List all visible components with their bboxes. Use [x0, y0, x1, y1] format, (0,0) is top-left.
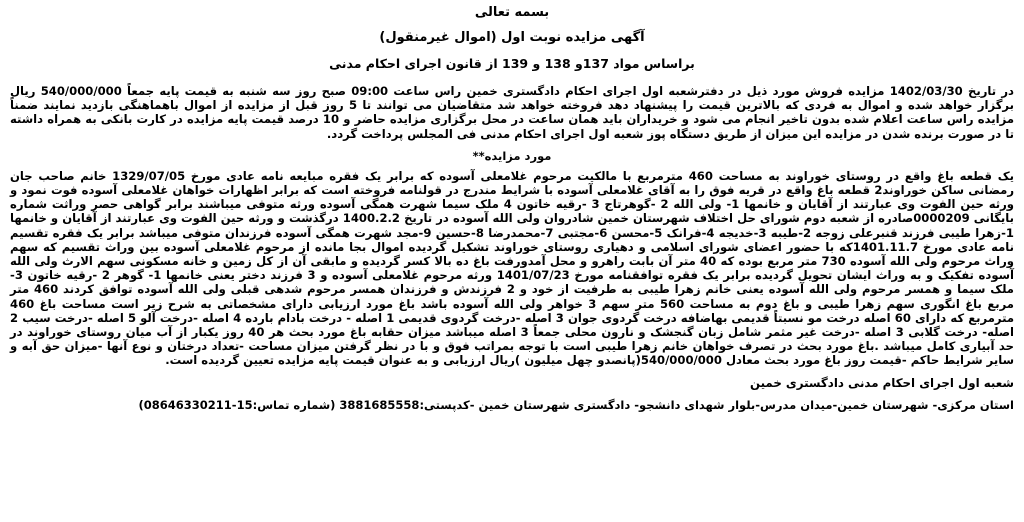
basmala-heading: بسمه تعالی	[474, 5, 550, 20]
auction-notice-document	[10, 4, 1014, 514]
notice-subtitle: براساس مواد 137و 138 و 139 از قانون اجرای احکام مدنی	[329, 56, 695, 71]
contact-address: استان مرکزی- شهرستان خمین-میدان مدرس-بلوار شهدای دانشجو- دادگستری شهرستان خمین -کدپستی:3881685558 (شماره تماس:15-08646330211)	[138, 397, 1014, 412]
notice-title: آگهی مزایده نوبت اول (اموال غیرمنقول)	[379, 30, 645, 45]
intro-paragraph: در تاریخ 1402/03/30 مزایده فروش مورد ذیل در دفترشعبه اول اجرای احکام دادگستری خمین راس ساعت 09:00 صبح روز سه شنبه به قیمت پایه جمعاً 540/000/000 ریال برگزار خواهد شده و اموال به فردی که بالاترین قیمت را پیشنهاد دهد فروخته خواهد شد متقاضیان می توانند تا 5 روز قبل از مزایده از اموال باهماهنگی بازدید نمایند ضمناً مزایده راس ساعت اعلام شده بدون تاخیر انجام می شود و خریداران باید همان ساعت در محل برگزاری مزایده حاضر و 10 درصد قیمت پایه مزایده در کارت بانکی به همراه داشته تا در صورت برنده شدن در مزایده این میزان از طریق دستگاه پوز شعبه اول اجرای احکام مدنی فی المجلس پرداخت گردد.	[10, 84, 1015, 141]
issuer-signature: شعبه اول اجرای احکام مدنی دادگستری خمین	[749, 375, 1014, 390]
property-description-paragraph: یک قطعه باغ واقع در روستای خوراوند به مساحت 460 مترمربع با مالکیت مرحوم غلامعلی آسوده که برابر یک فقره مبایعه نامه عادی مورخ 1329/07/05 خانم صاحب جان رمضانی ساکن خوراوند2 قطعه باغ واقع در قریه فوق را به آقای غلامعلی آسوده با شرایط مندرج در قولنامه فروخته است که برابر اظهارات خواهان غلامعلی آسوده فوت نمود و ورثه حین الفوت وی عبارتند از آقایان و خانمها 1- ولی الله 2 -گوهرتاج 3 -رقیه خاتون 4 ملک سیما شهرت همگی آسوده ورثه متوفی میباشند برابر گواهی حصر وراثت شماره بایگانی 0000209صادره از شعبه دوم شورای حل اختلاف شهرستان خمین شادروان ولی الله آسوده در تاریخ 1400.2.2 درگذشت و ورثه حین الفوت وی عبارتند از آقایان و خانمها 1-زهرا طیبی فرزند قنبرعلی زوجه 2-طیبه 3-خدیجه 4-فرانک 5-محسن 6-مجتبی 7-محمدرضا 8-حسین 9-مجد شهرت همگی آسوده فرزندان متوفی میباشد برابر یک فقره تقسیم نامه عادی مورخ 1401.11.7که با حضور اعضای شورای اسلامی و دهیاری روستای خوراوند تشکیل گردیده اموال بجا مانده از مرحوم غلامعلی آسوده بین وراث تقسیم که سهم وراث مرحوم ولی الله آسوده 730 متر مربع بوده که 40 متر آن بابت راهرو و محل آمدورفت باغ ده بالا کسر گردیده و مابقی آن از کل زمین و خانه مسکونی سهم الارث ولی الله آسوده تفکیک و به وراث ایشان تحویل گردیده برابر یک فقره توافقنامه مورخ 1401/07/23 ورثه مرحوم غلامعلی آسوده و 3 فرزند دختر یعنی خانمها 1- گوهر 2 -رقیه خاتون 3-ملک سیما و همسر مرحوم ولی الله آسوده یعنی خانم زهرا طیبی به طرفیت از خود و 2 فرزندش و فرزندان همسر مرحوم شدهی قبلی ولی الله آسوده توافق کردند 460 متر مربع باغ انگوری سهم زهرا طیبی و باغ دوم به مساحت 560 متر سهم 3 خواهر ولی الله آسوده باشد باغ مورد ارزیابی دارای مشخصاتی به شرح زیر است مساحت باغ 460 مترمربع که دارای 60 اصله درخت مو نسبتاً قدیمی بهاضافه درخت گردوی جوان 3 اصله -درخت گردوی قدیمی 1 اصله - درخت بادام بارده 4 اصله -درخت آلو 5 اصله -درخت سیب 2 اصله- درخت گلابی 3 اصله -درخت غیر مثمر شامل زبان گنجشک و نارون محلی جمعاً 3 اصله میباشد میزان حقابه باغ مورد بحث هر 40 روز یکبار از آب میان روستای خوراوند در حد آبیاری کامل میباشد .باغ مورد بحث در تصرف خواهان خانم زهرا طیبی است با توجه بمراتب فوق و با در نظر گرفتن میزان مساحت -تعداد درختان و نوع آنها -میزان حق آبه و سایر شرایط حاکم -قیمت روز باغ مورد بحث معادل 540/000/000(پانصدو چهل میلیون )ریال ارزیابی و به عنوان قیمت پایه مزایده تعیین گردیده است.	[10, 168, 1015, 368]
section-heading: مورد مزایده**	[472, 148, 552, 163]
